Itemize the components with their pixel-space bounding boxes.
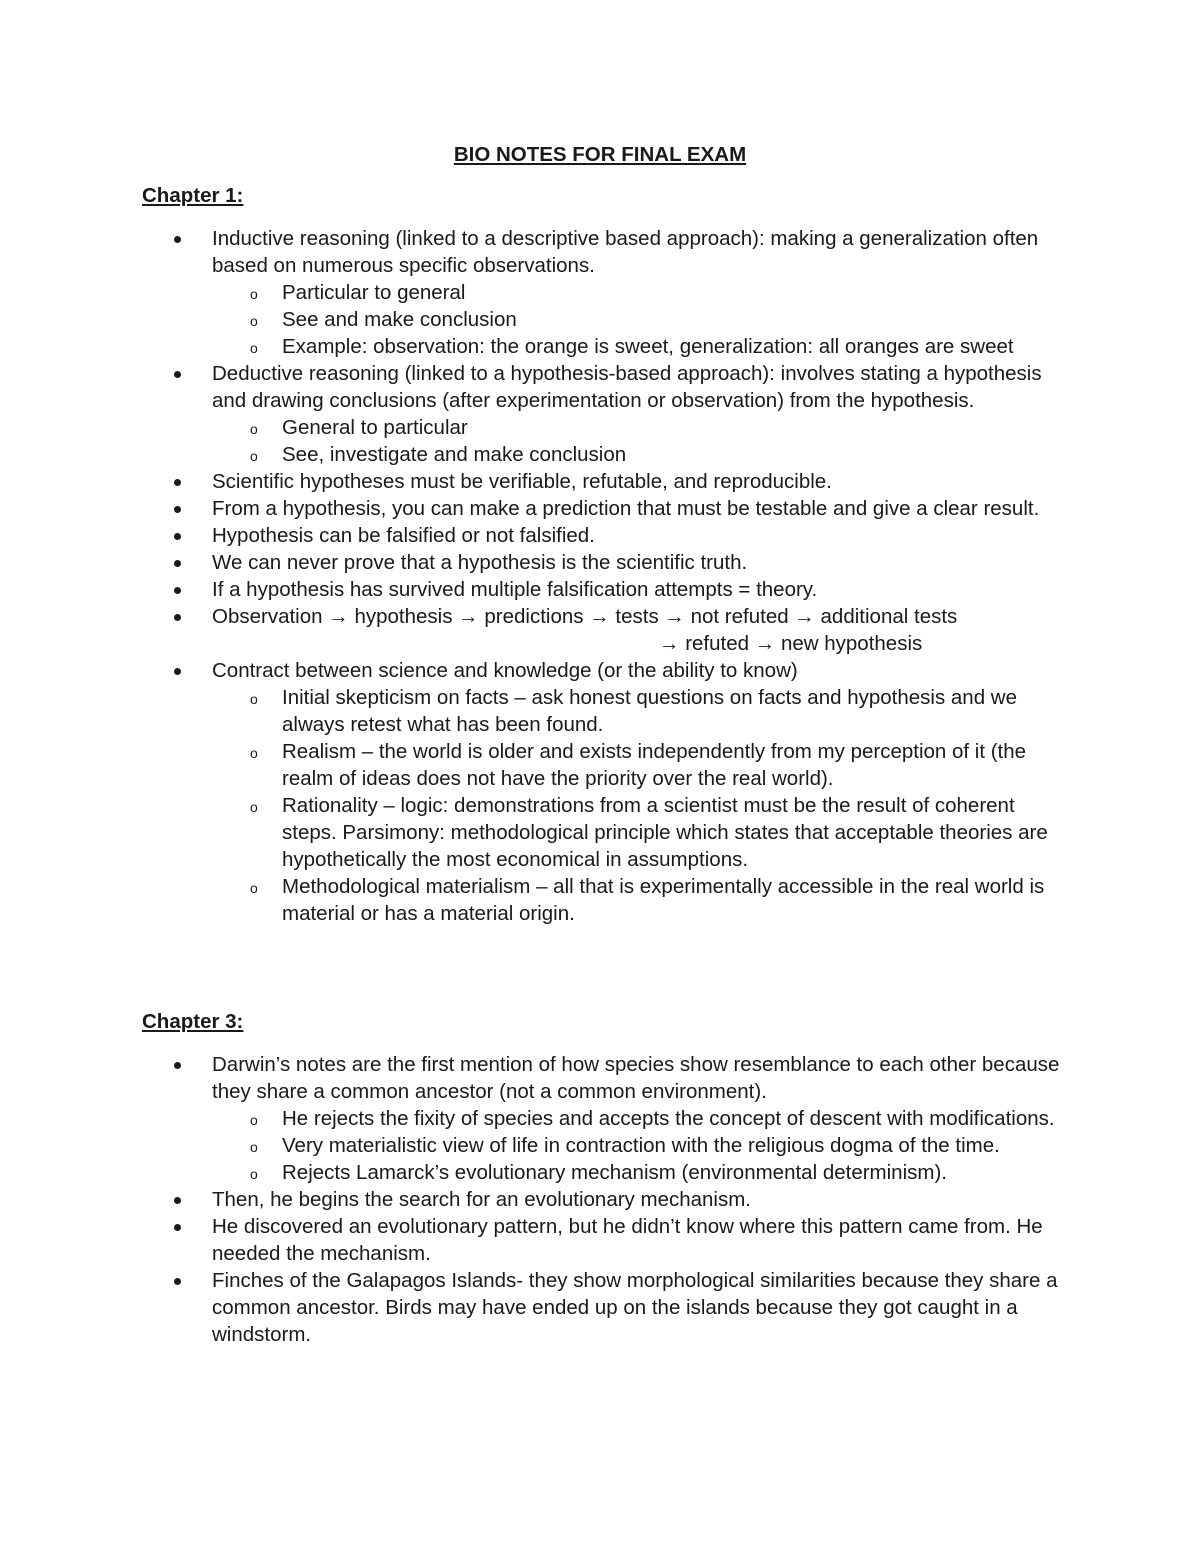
circle-bullet-icon: o [250, 1112, 258, 1128]
sub-list-item: o See, investigate and make conclusion [282, 441, 1057, 468]
list-item: Finches of the Galapagos Islands- they show morphological similarities because they share a common ancestor. Birds may have ended up on the islands because they got caught in a windstorm. [0, 1267, 1072, 1348]
bullet-icon [174, 1278, 181, 1285]
chapter-3-list [0, 1051, 1072, 1348]
chapter-1-heading: Chapter 1: [142, 184, 244, 207]
arrow-right-icon: → [458, 605, 479, 628]
flow-line-1: Observation → hypothesis → predictions → tests → not refuted → additional tests [212, 605, 958, 628]
list-item-flow [0, 603, 1072, 657]
sub-list [212, 1105, 1072, 1186]
sub-list-item: o Methodological materialism – all that is experimentally accessible in the real world is material or has a material origin. [250, 875, 1045, 925]
circle-bullet-icon: o [250, 799, 258, 815]
circle-bullet-icon: o [250, 286, 258, 302]
sub-list-item: o Initial skepticism on facts – ask honest questions on facts and hypothesis and we always retest what has been found. [250, 686, 1017, 736]
list-item: If a hypothesis has survived multiple falsification attempts = theory. [0, 576, 1072, 603]
circle-bullet-icon: o [250, 880, 258, 896]
list-item: He discovered an evolutionary pattern, but he didn’t know where this pattern came from. He needed the mechanism. [0, 1213, 1072, 1267]
bullet-icon [174, 1197, 181, 1204]
bullet-icon [174, 560, 181, 567]
circle-bullet-icon: o [250, 448, 258, 464]
sub-list-item: o Rejects Lamarck’s evolutionary mechanism (environmental determinism). [282, 1159, 1057, 1186]
arrow-right-icon: → [659, 632, 680, 655]
circle-bullet-icon: o [250, 313, 258, 329]
bullet-icon [174, 1224, 181, 1231]
chapter-1-list [0, 225, 1072, 927]
sub-list [212, 279, 1072, 360]
bullet-icon [174, 533, 181, 540]
bullet-icon [174, 1062, 181, 1069]
bullet-icon [174, 479, 181, 486]
arrow-right-icon: → [589, 605, 610, 628]
list-item: From a hypothesis, you can make a prediction that must be testable and give a clear result. [0, 495, 1072, 522]
arrow-right-icon: → [328, 605, 349, 628]
sub-list-item: o Rationality – logic: demonstrations from a scientist must be the result of coherent steps. Parsimony: methodological principle which states that acceptable theories are hypothetically the most economical in assumptions. [250, 794, 1048, 871]
sub-list [212, 684, 1072, 927]
list-item: We can never prove that a hypothesis is the scientific truth. [0, 549, 1072, 576]
sub-list [212, 414, 1072, 468]
circle-bullet-icon: o [250, 1166, 258, 1182]
circle-bullet-icon: o [250, 691, 258, 707]
bullet-icon [174, 371, 181, 378]
list-item: Contract between science and knowledge (or the ability to know) o Initial skepticism on facts – ask honest questions on facts and hypothesis and we always retest what has been found. o Realism – the world is older and exists independently from my perception of it (the realm of ideas does not have the priority over the real world). o Rationality – logic: demonstrations from a scientist must be the result of coherent steps. Parsimony: methodological principle which states that acceptable theories are hypothetically the most economical in assumptions. o Methodological materialism – all that is experimentally accessible in the real world is material or has a material origin. [0, 657, 1072, 927]
list-item: Darwin’s notes are the first mention of how species show resemblance to each other because they share a common ancestor (not a common environment). o He rejects the fixity of species and accepts the concept of descent with modifications. o Very materialistic view of life in contraction with the religious dogma of the time. o Rejects Lamarck’s evolutionary mechanism (environmental determinism). [0, 1051, 1072, 1186]
arrow-right-icon: → [754, 632, 776, 655]
arrow-right-icon: → [794, 605, 815, 628]
chapter-3-heading: Chapter 3: [142, 1010, 244, 1033]
sub-list-item: o General to particular [282, 414, 1057, 441]
bullet-icon [174, 506, 181, 513]
circle-bullet-icon: o [250, 1139, 258, 1155]
flow-line-2: → refuted → new hypothesis [659, 632, 923, 655]
list-item: Scientific hypotheses must be verifiable, refutable, and reproducible. [0, 468, 1072, 495]
sub-list-item: o See and make conclusion [282, 306, 1057, 333]
list-item: Deductive reasoning (linked to a hypothesis-based approach): involves stating a hypothesis and drawing conclusions (after experimentation or observation) from the hypothesis. o General to particular o See, investigate and make conclusion [0, 360, 1072, 468]
circle-bullet-icon: o [250, 745, 258, 761]
circle-bullet-icon: o [250, 421, 258, 437]
sub-list-item: o He rejects the fixity of species and accepts the concept of descent with modifications. [282, 1105, 1057, 1132]
list-item: Inductive reasoning (linked to a descriptive based approach): making a generalization often based on numerous specific observations. o Particular to general o See and make conclusion o Example: observation: the orange is sweet, generalization: all oranges are sweet [0, 225, 1072, 360]
sub-list-item: o Realism – the world is older and exists independently from my perception of it (the realm of ideas does not have the priority over the real world). [250, 740, 1027, 790]
sub-list-item: o Very materialistic view of life in contraction with the religious dogma of the time. [282, 1132, 1082, 1159]
list-item: Hypothesis can be falsified or not falsified. [0, 522, 1072, 549]
page-title: BIO NOTES FOR FINAL EXAM [453, 143, 747, 166]
bullet-icon [174, 614, 181, 621]
circle-bullet-icon: o [250, 340, 258, 356]
list-item: Then, he begins the search for an evolutionary mechanism. [0, 1186, 1072, 1213]
sub-list-item: o Particular to general [282, 279, 1057, 306]
bullet-icon [174, 587, 181, 594]
sub-list-item: o Example: observation: the orange is sweet, generalization: all oranges are sweet [282, 333, 1082, 360]
bullet-icon [174, 236, 181, 243]
bullet-icon [174, 668, 181, 675]
arrow-right-icon: → [664, 605, 685, 628]
